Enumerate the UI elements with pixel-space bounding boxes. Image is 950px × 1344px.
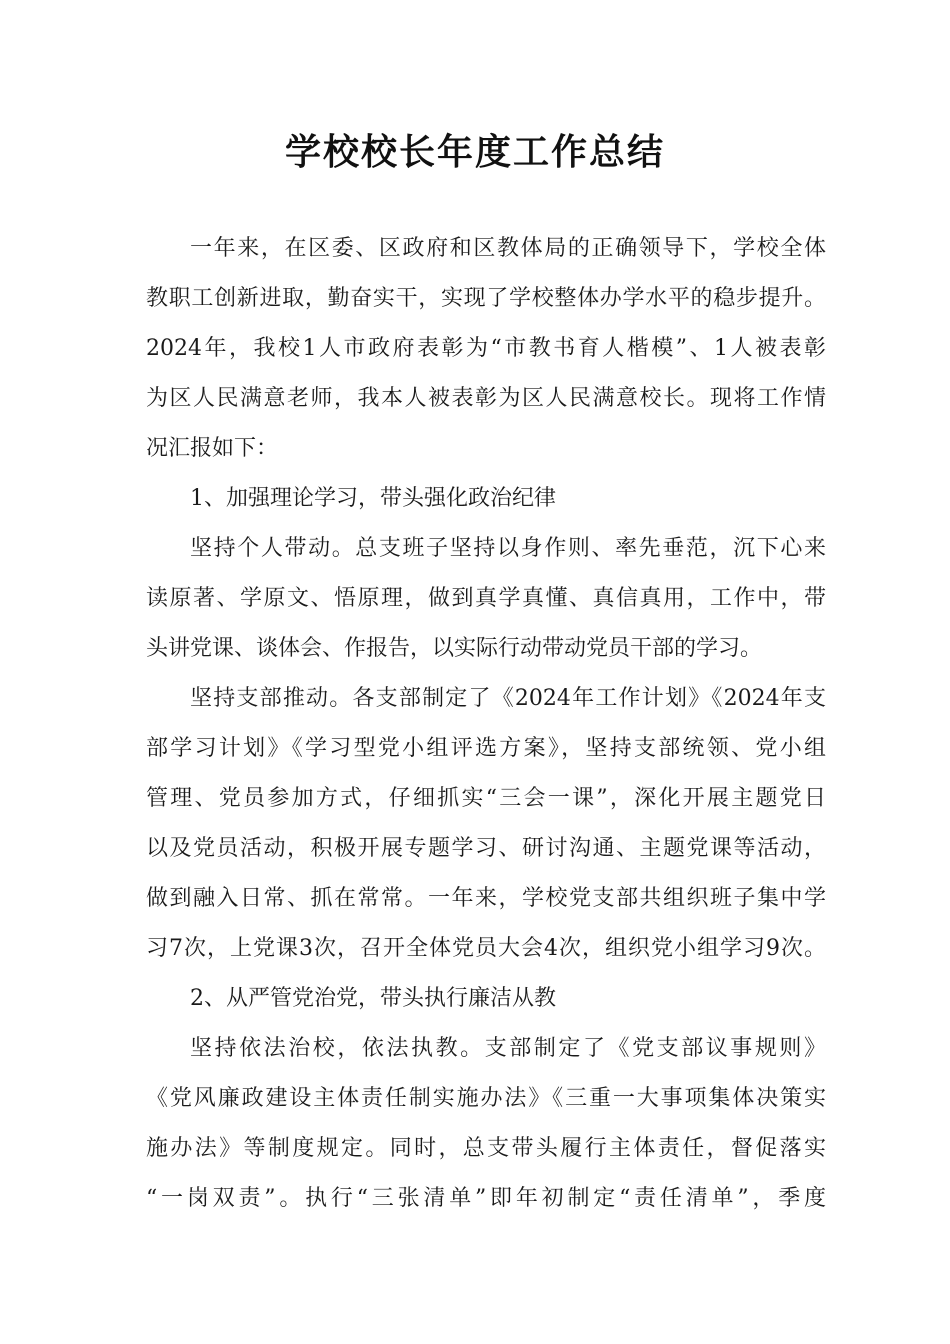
- paragraph-line: 坚持支部推动。各支部制定了《2024年工作计划》《2024年支: [190, 686, 826, 711]
- paragraph-line: 2024年，我校1人市政府表彰为“市教书育人楷模”、1人被表彰: [146, 336, 826, 361]
- section-heading-1: 1、加强理论学习，带头强化政治纪律: [190, 486, 556, 511]
- paragraph-line: 坚持个人带动。总支班子坚持以身作则、率先垂范，沉下心来: [190, 536, 826, 561]
- paragraph-line: 头讲党课、谈体会、作报告，以实际行动带动党员干部的学习。: [146, 636, 763, 661]
- paragraph-line: 一年来，在区委、区政府和区教体局的正确领导下，学校全体: [190, 236, 826, 261]
- paragraph-line: 以及党员活动，积极开展专题学习、研讨沟通、主题党课等活动，: [146, 836, 826, 861]
- paragraph-line: 坚持依法治校，依法执教。支部制定了《党支部议事规则》: [190, 1036, 826, 1061]
- paragraph-line: “一岗双责”。执行“三张清单”即年初制定“责任清单”，季度: [146, 1186, 826, 1211]
- paragraph-line: 况汇报如下：: [146, 436, 279, 461]
- paragraph-line: 读原著、学原文、悟原理，做到真学真懂、真信真用，工作中，带: [146, 586, 826, 611]
- paragraph-line: 施办法》等制度规定。同时，总支带头履行主体责任，督促落实: [146, 1136, 826, 1161]
- paragraph-line: 做到融入日常、抓在常常。一年来，学校党支部共组织班子集中学: [146, 886, 826, 911]
- paragraph-line: 教职工创新进取，勤奋实干，实现了学校整体办学水平的稳步提升。: [146, 286, 826, 311]
- paragraph-line: 《党风廉政建设主体责任制实施办法》《三重一大事项集体决策实: [146, 1086, 826, 1111]
- section-heading-2: 2、从严管党治党，带头执行廉洁从教: [190, 986, 556, 1011]
- paragraph-line: 为区人民满意老师，我本人被表彰为区人民满意校长。现将工作情: [146, 386, 826, 411]
- paragraph-line: 习7次，上党课3次，召开全体党员大会4次，组织党小组学习9次。: [146, 936, 826, 961]
- document-title: 学校校长年度工作总结: [284, 132, 665, 173]
- paragraph-line: 部学习计划》《学习型党小组评选方案》，坚持支部统领、党小组: [146, 736, 826, 761]
- paragraph-line: 管理、党员参加方式，仔细抓实“三会一课”，深化开展主题党日: [146, 786, 826, 811]
